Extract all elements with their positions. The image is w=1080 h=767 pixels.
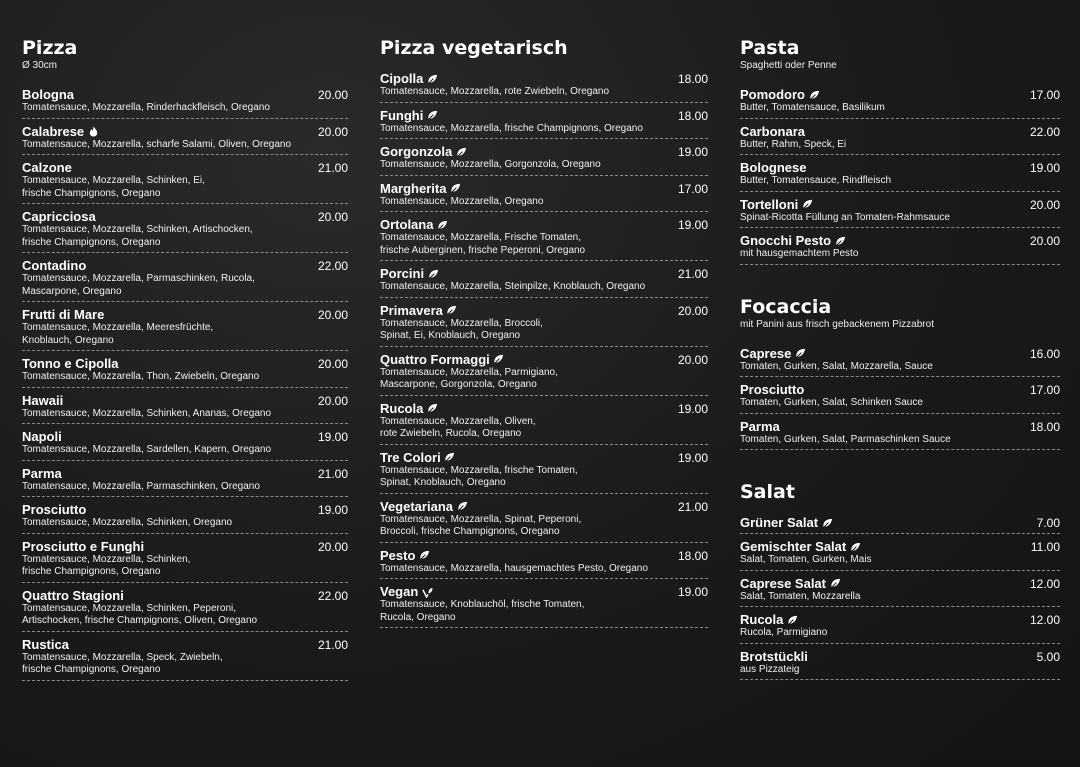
menu-item-name-text: Vegetariana: [380, 498, 453, 514]
leaf-icon: [426, 73, 438, 85]
menu-item-name-text: Prosciutto: [22, 502, 87, 517]
menu-item-header: [22, 125, 348, 139]
menu-item-description: Tomatensauce, Mozzarella, scharfe Salami, Oliven, Oregano: [22, 138, 292, 150]
menu-item-price: 22.00: [317, 259, 348, 273]
menu-item: [22, 501, 348, 534]
menu-item: [740, 123, 1060, 156]
menu-item-description: frische Champignons, Oregano: [22, 236, 161, 248]
menu-item-header: [740, 347, 1060, 361]
menu-item-price: 17.00: [1029, 88, 1060, 102]
menu-item-name-text: Tortelloni: [740, 196, 799, 212]
menu-item-header: [22, 503, 348, 517]
menu-item: [740, 345, 1060, 378]
menu-item: [380, 143, 708, 176]
menu-item: [380, 351, 708, 396]
menu-item-name: [22, 161, 72, 175]
leaf-icon: [794, 348, 806, 360]
menu-item-name: [740, 198, 813, 212]
menu-item-name-text: Brotstückli: [740, 648, 808, 664]
menu-item: [380, 547, 708, 580]
pizza-column: [22, 36, 348, 685]
menu-item-name: [380, 304, 458, 318]
menu-item-description: Tomaten, Gurken, Salat, Parmaschinken Sauce: [740, 433, 951, 445]
leaf-icon: [444, 452, 456, 464]
menu-item-price: 19.00: [317, 430, 348, 444]
menu-item-header: [740, 198, 1060, 212]
leaf-icon: [426, 110, 438, 122]
menu-item-header: [740, 234, 1060, 248]
menu-item-name: [740, 540, 861, 554]
menu-item-name: [22, 88, 74, 102]
menu-item-name: [380, 109, 438, 123]
menu-item-name-text: Porcini: [380, 266, 425, 281]
section-gap: [740, 454, 1060, 480]
menu-item-price: 19.00: [317, 503, 348, 517]
menu-item-name-text: Rustica: [22, 636, 69, 652]
menu-item-name-text: Funghi: [380, 107, 424, 123]
section-title-pasta: Pasta: [740, 37, 800, 59]
menu-item-description: Tomatensauce, Mozzarella, Schinken, Peperoni,: [22, 602, 237, 614]
menu-item: [740, 232, 1060, 265]
menu-item-name-text: Prosciutto: [740, 382, 805, 397]
menu-item-description: Rucola, Parmigiano: [740, 627, 828, 638]
menu-item-price: 20.00: [317, 357, 348, 371]
menu-item-name-text: Gnocchi Pesto: [740, 233, 832, 248]
menu-list-focaccia: [740, 345, 1060, 451]
menu-item-name: [740, 125, 805, 139]
menu-item-description: Tomatensauce, Mozzarella, Frische Tomaten,: [380, 232, 582, 243]
menu-item-description: Tomatensauce, Mozzarella, Schinken, Artischocken,: [22, 224, 253, 235]
menu-item-price: 12.00: [1029, 613, 1060, 627]
menu-item-header: [740, 420, 1060, 434]
menu-item: [22, 465, 348, 498]
menu-item-name: [740, 161, 806, 175]
menu-item-price: 19.00: [677, 145, 708, 159]
menu-item-header: [380, 109, 708, 123]
menu-item-name: [22, 589, 124, 603]
leaf-icon: [427, 268, 439, 280]
menu-item-name: [380, 182, 461, 196]
menu-item-description: Tomatensauce, Mozzarella, rote Zwiebeln, Oregano: [380, 86, 610, 97]
menu-item-name: [22, 430, 62, 444]
menu-item-price: 18.00: [677, 548, 708, 563]
section-subtitle-focaccia: mit Panini aus frisch gebackenem Pizzabrot: [740, 318, 934, 330]
menu-item-description: Tomaten, Gurken, Salat, Schinken Sauce: [740, 397, 923, 408]
vegan-icon: [421, 586, 433, 598]
menu-item: [22, 636, 348, 681]
menu-item-header: [22, 161, 348, 175]
menu-item-description: Artischocken, frische Champignons, Oliven, Oregano: [22, 615, 258, 626]
menu-item-header: [740, 125, 1060, 139]
menu-item: [740, 575, 1060, 608]
menu-item-description: Tomatensauce, Mozzarella, frische Tomaten,: [380, 464, 578, 476]
menu-item: [380, 498, 708, 543]
menu-item-price: 18.00: [677, 108, 708, 123]
menu-item-name: [22, 540, 144, 554]
menu-item-description: Tomatensauce, Mozzarella, Parmaschinken, Oregano: [22, 480, 260, 492]
menu-item-name-text: Gorgonzola: [380, 144, 453, 159]
menu-item-description: mit hausgemachtem Pesto: [740, 248, 859, 259]
fire-icon: [87, 126, 99, 138]
menu-item-price: 22.00: [317, 588, 348, 603]
menu-item-name-text: Tonno e Cipolla: [22, 356, 119, 371]
menu-item-name-text: Margherita: [380, 180, 447, 196]
menu-item-description: Tomaten, Gurken, Salat, Mozzarella, Sauce: [740, 360, 933, 372]
menu-item-price: 20.00: [1029, 234, 1060, 248]
menu-item: [740, 418, 1060, 451]
menu-item-name: [22, 357, 119, 371]
menu-item-price: 20.00: [317, 88, 348, 102]
leaf-icon: [786, 614, 798, 626]
menu-item-price: 20.00: [317, 539, 348, 554]
menu-item: [740, 538, 1060, 571]
leaf-icon: [821, 517, 833, 529]
menu-item-name-text: Vegan: [380, 584, 419, 599]
menu-item-header: [380, 451, 708, 465]
menu-item-name-text: Parma: [740, 418, 780, 434]
menu-item: [22, 538, 348, 583]
leaf-icon: [808, 89, 820, 101]
menu-item-price: 20.00: [317, 393, 348, 408]
menu-item: [380, 216, 708, 261]
leaf-icon: [418, 550, 430, 562]
menu-item-name-text: Quattro Formaggi: [380, 351, 490, 367]
menu-item-description: Tomatensauce, Mozzarella, Sardellen, Kapern, Oregano: [22, 444, 272, 455]
leaf-icon: [446, 305, 458, 317]
menu-item: [740, 86, 1060, 119]
menu-item-name-text: Pesto: [380, 547, 416, 563]
menu-item-name: [380, 451, 456, 465]
menu-item-description: Tomatensauce, Mozzarella, Spinat, Peperoni,: [380, 513, 582, 525]
menu-item-header: [380, 304, 708, 318]
menu-item-description: Spinat, Ei, Knoblauch, Oregano: [380, 330, 521, 341]
leaf-icon: [834, 235, 846, 247]
menu-item-header: [22, 88, 348, 102]
menu-item-name-text: Caprese: [740, 345, 792, 361]
menu-item-description: frische Champignons, Oregano: [22, 566, 161, 577]
menu-item-name: [740, 347, 806, 361]
menu-item: [380, 107, 708, 140]
menu-item-description: Tomatensauce, Mozzarella, Schinken, Ananas, Oregano: [22, 407, 272, 419]
menu-item: [22, 208, 348, 253]
menu-item-price: 18.00: [677, 72, 708, 86]
menu-item-header: [380, 353, 708, 367]
menu-item-name-text: Contadino: [22, 258, 87, 273]
menu-item: [380, 180, 708, 213]
menu-item: [380, 265, 708, 298]
menu-item-header: [380, 145, 708, 159]
menu-item: [740, 196, 1060, 229]
menu-item-description: aus Pizzateig: [740, 663, 800, 675]
menu-item: [740, 611, 1060, 644]
menu-item-price: 19.00: [677, 401, 708, 416]
menu-item-name-text: Rucola: [740, 612, 784, 627]
menu-item-name-text: Parma: [22, 465, 62, 481]
leaf-icon: [455, 146, 467, 158]
menu-item-name-text: Bologna: [22, 87, 74, 102]
menu-item-description: Spinat-Ricotta Füllung an Tomaten-Rahmsauce: [740, 211, 950, 223]
menu-item-description: Tomatensauce, Mozzarella, Speck, Zwiebeln,: [22, 651, 223, 663]
menu-item-price: 20.00: [677, 352, 708, 367]
menu-item-name: [740, 577, 841, 591]
menu-item: [380, 449, 708, 494]
menu-item: [22, 587, 348, 632]
menu-item-price: 22.00: [1029, 124, 1060, 139]
menu-item-price: 21.00: [677, 499, 708, 514]
menu-item-name: [740, 88, 820, 102]
menu-item: [380, 400, 708, 445]
menu-item: [22, 86, 348, 119]
menu-item-header: [740, 516, 1060, 530]
section-subtitle-pizza: Ø 30cm: [22, 60, 58, 71]
menu-item-description: Tomatensauce, Mozzarella, Rinderhackfleisch, Oregano: [22, 102, 270, 113]
menu-item-description: Tomatensauce, Mozzarella, Oregano: [380, 195, 544, 207]
leaf-icon: [456, 501, 468, 513]
menu-item-price: 12.00: [1029, 576, 1060, 591]
menu-item-header: [22, 467, 348, 481]
menu-item-name: [740, 234, 846, 248]
menu-item-price: 21.00: [677, 267, 708, 281]
menu-item-header: [380, 182, 708, 196]
menu-item-name-text: Calzone: [22, 160, 72, 175]
menu-item-name-text: Calabrese: [22, 123, 85, 139]
menu-item-price: 20.00: [1029, 197, 1060, 212]
menu-item-name: [22, 210, 96, 224]
section-title-pizza: Pizza: [22, 37, 78, 59]
menu-item: [22, 159, 348, 204]
menu-item-description: Tomatensauce, Knoblauchöl, frische Tomaten,: [380, 599, 585, 610]
menu-item-price: 20.00: [317, 210, 348, 224]
menu-item-header: [22, 540, 348, 554]
menu-item-name-text: Hawaii: [22, 392, 64, 408]
menu-item-header: [380, 402, 708, 416]
menu-item-price: 20.00: [317, 308, 348, 322]
menu-item-name: [22, 503, 86, 517]
menu-item-name: [380, 145, 467, 159]
menu-item-name-text: Rucola: [380, 400, 424, 416]
menu-item: [740, 514, 1060, 534]
leaf-icon: [829, 578, 841, 590]
menu-item-name: [740, 420, 780, 434]
menu-item-name-text: Prosciutto e Funghi: [22, 538, 145, 554]
menu-item-price: 17.00: [677, 181, 708, 196]
menu-item-name: [380, 585, 433, 599]
menu-item-header: [22, 308, 348, 322]
menu-item-description: Spinat, Knoblauch, Oregano: [380, 477, 506, 488]
menu-item-name-text: Primavera: [380, 302, 443, 318]
menu-item-header: [380, 585, 708, 599]
menu-item-header: [22, 357, 348, 371]
menu-item-description: Broccoli, frische Champignons, Oregano: [380, 526, 560, 537]
menu-item-price: 21.00: [317, 466, 348, 481]
pasta-focaccia-salat-column: [740, 36, 1060, 684]
menu-item: [22, 392, 348, 425]
menu-item-header: [740, 577, 1060, 591]
menu-item-description: Butter, Tomatensauce, Basilikum: [740, 102, 885, 113]
menu-item-description: Tomatensauce, Mozzarella, Parmaschinken, Rucola,: [22, 273, 255, 284]
leaf-icon: [426, 403, 438, 415]
section-subtitle-pasta: Spaghetti oder Penne: [740, 60, 837, 71]
menu-item-price: 19.00: [677, 218, 708, 232]
leaf-icon: [801, 199, 813, 211]
menu-list-pasta: [740, 86, 1060, 265]
menu-item-name: [22, 638, 69, 652]
menu-item-name: [740, 650, 808, 664]
menu-item-name-text: Quattro Stagioni: [22, 587, 124, 603]
menu-item-description: frische Auberginen, frische Peperoni, Oregano: [380, 244, 586, 256]
menu-item-description: Butter, Tomatensauce, Rindfleisch: [740, 175, 892, 186]
menu-item-name-text: Caprese Salat: [740, 575, 826, 591]
menu-item-name: [380, 549, 430, 563]
menu-item-price: 18.00: [1029, 419, 1060, 434]
menu-item: [22, 257, 348, 302]
menu-item-description: frische Champignons, Oregano: [22, 664, 161, 675]
menu-item-name: [22, 394, 63, 408]
vegetarian-column: [380, 36, 708, 632]
menu-item-name: [380, 72, 438, 86]
menu-item: [22, 355, 348, 388]
menu-item-description: Tomatensauce, Mozzarella, Thon, Zwiebeln, Oregano: [22, 371, 260, 382]
menu-item-name-text: Carbonara: [740, 123, 806, 139]
menu-item-name: [740, 613, 798, 627]
menu-item-description: frische Champignons, Oregano: [22, 187, 161, 199]
menu-item-price: 5.00: [1036, 649, 1060, 664]
menu-item-name: [22, 125, 99, 139]
menu-item-description: Tomatensauce, Mozzarella, Steinpilze, Knoblauch, Oregano: [380, 281, 646, 292]
menu-item-header: [22, 589, 348, 603]
menu-item-header: [740, 88, 1060, 102]
menu-item: [22, 428, 348, 461]
menu-item-description: Tomatensauce, Mozzarella, Schinken,: [22, 553, 191, 565]
menu-item-name-text: Ortolana: [380, 217, 434, 232]
menu-item: [740, 381, 1060, 414]
menu-item-header: [380, 549, 708, 563]
menu-item-description: Butter, Rahm, Speck, Ei: [740, 138, 847, 150]
menu-list-vegetarian: [380, 70, 708, 628]
menu-item-header: [740, 650, 1060, 664]
menu-item-price: 20.00: [317, 124, 348, 139]
menu-item-header: [740, 383, 1060, 397]
menu-list-salat: [740, 514, 1060, 680]
menu-item-name: [380, 500, 468, 514]
menu-item-price: 16.00: [1029, 346, 1060, 361]
menu-item-price: 19.00: [1029, 161, 1060, 175]
section-title-vegetarian: Pizza vegetarisch: [380, 37, 568, 59]
menu-item-name-text: Pomodoro: [740, 87, 805, 102]
menu-item-description: rote Zwiebeln, Rucola, Oregano: [380, 428, 522, 439]
menu-item-description: Knoblauch, Oregano: [22, 334, 114, 346]
menu-item: [22, 306, 348, 351]
menu-item-header: [740, 613, 1060, 627]
menu-item-name-text: Napoli: [22, 429, 62, 444]
menu-item-name: [380, 353, 505, 367]
menu-item-price: 19.00: [677, 585, 708, 599]
menu-item-name-text: Grüner Salat: [740, 515, 819, 530]
menu-item-name: [22, 259, 86, 273]
menu-item-name: [380, 402, 438, 416]
menu-item-header: [22, 210, 348, 224]
menu-item: [380, 302, 708, 347]
menu-item-price: 11.00: [1030, 540, 1060, 554]
menu-item-name-text: Bolognese: [740, 160, 807, 175]
menu-item-name: [22, 308, 104, 322]
section-title-focaccia: Focaccia: [740, 295, 832, 318]
menu-item-name-text: Gemischter Salat: [740, 539, 847, 554]
menu-item-description: Tomatensauce, Mozzarella, Meeresfrüchte,: [22, 322, 214, 333]
menu-item-header: [22, 430, 348, 444]
menu-item-name: [380, 267, 439, 281]
menu-item: [380, 583, 708, 628]
menu-item-name: [740, 516, 833, 530]
section-gap: [740, 269, 1060, 295]
menu-item-description: Salat, Tomaten, Gurken, Mais: [740, 554, 872, 565]
menu-item-price: 7.00: [1036, 516, 1060, 530]
menu-item-description: Rucola, Oregano: [380, 611, 456, 623]
menu-item-name: [740, 383, 804, 397]
menu-item-name: [380, 218, 448, 232]
leaf-icon: [436, 219, 448, 231]
menu-list-pizza: [22, 86, 348, 681]
menu-item-description: Tomatensauce, Mozzarella, Schinken, Ei,: [22, 175, 205, 186]
menu-item-price: 20.00: [677, 303, 708, 318]
menu-item: [740, 648, 1060, 681]
menu-item-price: 17.00: [1029, 383, 1060, 397]
section-title-salat: Salat: [740, 481, 795, 503]
menu-item-header: [22, 259, 348, 273]
menu-item-header: [22, 394, 348, 408]
menu-item-description: Tomatensauce, Mozzarella, Gorgonzola, Oregano: [380, 159, 601, 170]
menu-item-header: [380, 500, 708, 514]
menu-item-name-text: Capricciosa: [22, 209, 96, 224]
menu-item-header: [380, 218, 708, 232]
menu-item: [380, 70, 708, 103]
menu-item-price: 19.00: [677, 450, 708, 465]
leaf-icon: [493, 354, 505, 366]
menu-item-header: [740, 540, 1060, 554]
menu-item-description: Tomatensauce, Mozzarella, frische Champignons, Oregano: [380, 122, 643, 134]
menu-item-description: Salat, Tomaten, Mozzarella: [740, 590, 861, 602]
menu-item-price: 21.00: [317, 161, 348, 175]
menu-item: [22, 123, 348, 156]
menu-item-description: Tomatensauce, Mozzarella, hausgemachtes Pesto, Oregano: [380, 562, 648, 574]
menu-item-name: [22, 467, 62, 481]
menu-item-name-text: Cipolla: [380, 71, 424, 86]
menu-item-description: Tomatensauce, Mozzarella, Schinken, Oregano: [22, 517, 233, 528]
menu-item-price: 21.00: [317, 637, 348, 652]
leaf-icon: [449, 183, 461, 195]
menu-item-description: Mascarpone, Gorgonzola, Oregano: [380, 379, 537, 390]
menu-item-description: Tomatensauce, Mozzarella, Broccoli,: [380, 317, 543, 329]
menu-item-description: Mascarpone, Oregano: [22, 285, 122, 297]
menu-item-name-text: Tre Colori: [380, 449, 441, 465]
menu-item-name-text: Frutti di Mare: [22, 307, 105, 322]
menu-item-header: [380, 267, 708, 281]
menu-item: [740, 159, 1060, 192]
menu-item-header: [740, 161, 1060, 175]
menu-item-description: Tomatensauce, Mozzarella, Oliven,: [380, 415, 536, 427]
menu-item-header: [22, 638, 348, 652]
menu-item-description: Tomatensauce, Mozzarella, Parmigiano,: [380, 366, 558, 378]
leaf-icon: [849, 541, 861, 553]
menu-item-header: [380, 72, 708, 86]
